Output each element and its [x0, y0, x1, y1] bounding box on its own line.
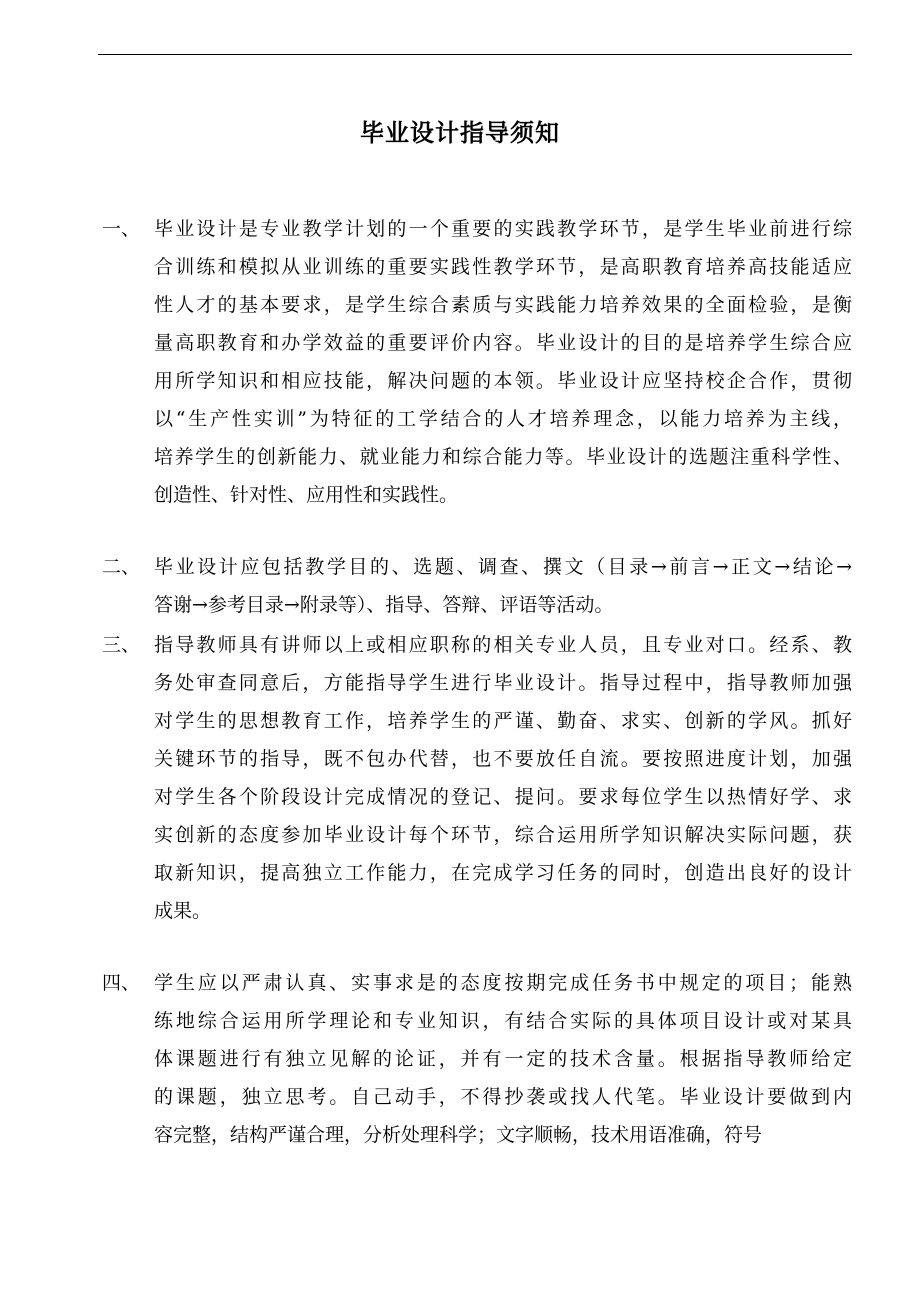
header-rule: [98, 54, 852, 55]
item-text-line: 成果。: [154, 900, 212, 922]
item-number: 三、: [102, 634, 141, 656]
list-item: [102, 548, 854, 624]
item-text-line: 培养学生的创新能力、就业能力和综合能力等。毕业设计的选题注重科学性、: [154, 446, 852, 468]
item-text-line: 的课题，独立思考。自己动手，不得抄袭或找人代笔。毕业设计要做到内: [154, 1086, 852, 1108]
item-text-line: 务处审查同意后，方能指导学生进行毕业设计。指导过程中，指导教师加强: [154, 672, 852, 694]
item-text-line: 毕业设计是专业教学计划的一个重要的实践教学环节，是学生毕业前进行综: [154, 218, 852, 240]
item-text-line: 取新知识，提高独立工作能力，在完成学习任务的同时，创造出良好的设计: [154, 862, 852, 884]
item-text-line: 创造性、针对性、应用性和实践性。: [154, 484, 459, 506]
list-item: [102, 210, 854, 514]
item-text-line: 体课题进行有独立见解的论证，并有一定的技术含量。根据指导教师给定: [154, 1048, 852, 1070]
item-text-line: 量高职教育和办学效益的重要评价内容。毕业设计的目的是培养学生综合应: [154, 332, 852, 354]
item-text-line: 关键环节的指导，既不包办代替，也不要放任自流。要按照进度计划，加强: [154, 748, 852, 770]
item-text-line: 毕业设计应包括教学目的、选题、调查、撰文（目录→前言→正文→结论→: [154, 556, 852, 578]
document-title: 毕业设计指导须知: [360, 119, 560, 147]
item-text-line: 练地综合运用所学理论和专业知识，有结合实际的具体项目设计或对某具: [154, 1010, 852, 1032]
item-text-line: 容完整，结构严谨合理，分析处理科学；文字顺畅，技术用语准确，符号: [154, 1124, 763, 1146]
list-item: [102, 626, 854, 930]
item-text-line: 指导教师具有讲师以上或相应职称的相关专业人员，且专业对口。经系、教: [154, 634, 852, 656]
item-text-line: 对学生各个阶段设计完成情况的登记、提问。要求每位学生以热情好学、求: [154, 786, 852, 808]
item-number: 一、: [102, 218, 141, 240]
item-text-line: 对学生的思想教育工作，培养学生的严谨、勤奋、求实、创新的学风。抓好: [154, 710, 852, 732]
item-text-line: 合训练和模拟从业训练的重要实践性教学环节，是高职教育培养高技能适应: [154, 256, 852, 278]
item-text-line: 性人才的基本要求，是学生综合素质与实践能力培养效果的全面检验，是衡: [154, 294, 852, 316]
item-number: 二、: [102, 556, 141, 578]
item-text-line: 实创新的态度参加毕业设计每个环节，综合运用所学知识解决实际问题，获: [154, 824, 852, 846]
item-text-line: 学生应以严肃认真、实事求是的态度按期完成任务书中规定的项目；能熟: [154, 972, 852, 994]
item-number: 四、: [102, 972, 141, 994]
item-text-line: 以“生产性实训”为特征的工学结合的人才培养理念，以能力培养为主线，: [154, 408, 852, 430]
item-text-line: 答谢→参考目录→附录等）、指导、答辩、评语等活动。: [154, 594, 614, 616]
list-item: [102, 964, 854, 1154]
item-text-line: 用所学知识和相应技能，解决问题的本领。毕业设计应坚持校企合作，贯彻: [154, 370, 852, 392]
